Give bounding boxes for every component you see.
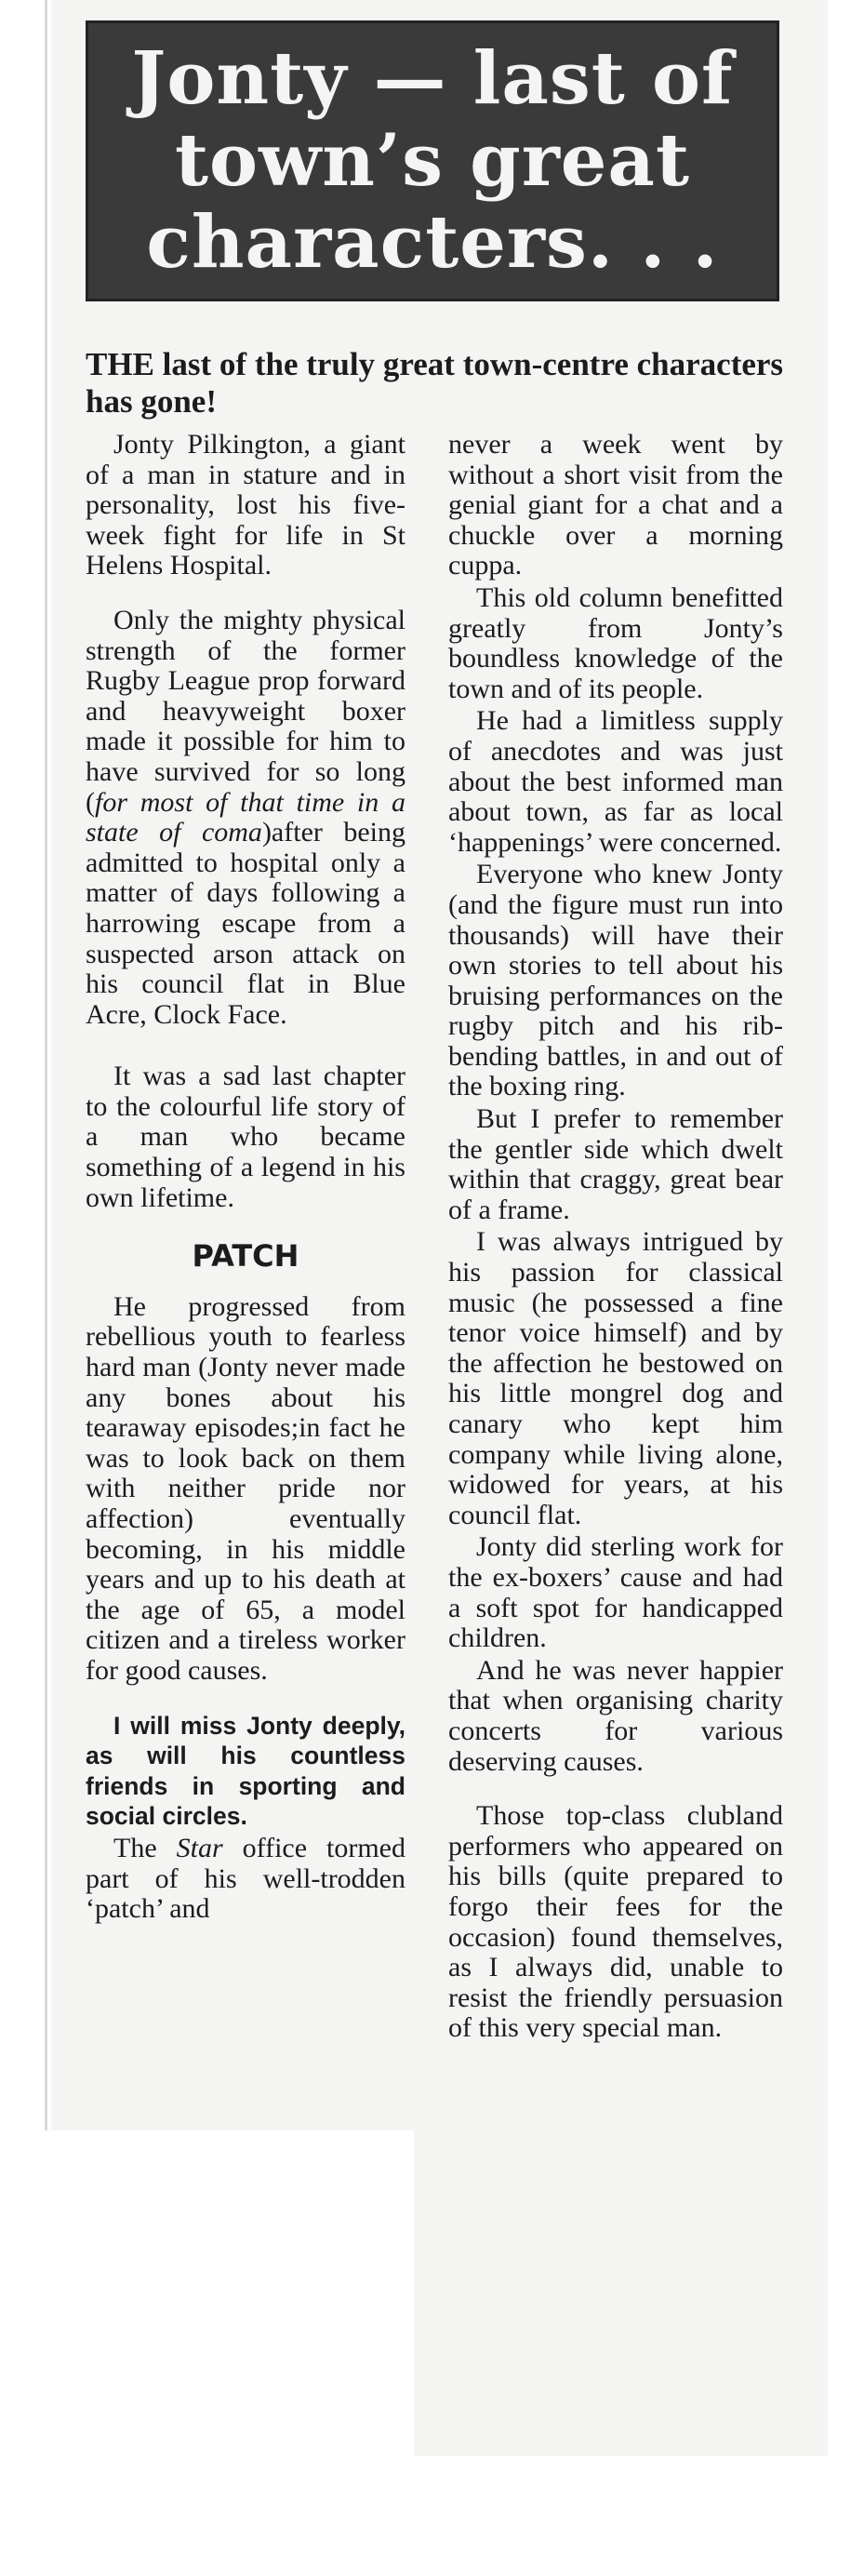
paragraph: It was a sad last chapter to the colourful life story of a man who became something of a legend in his own lifetime. xyxy=(86,1061,405,1213)
paragraph: He had a limitless supply of anecdotes and was just about the best informed man about town, as far as local ‘happenings’ were concerned. xyxy=(448,705,783,858)
paragraph xyxy=(86,606,405,1030)
paragraph-text: Only the mighty physical strength of the former Rugby League prop forward and heavyweight boxer made it possible for him to have survived for so long ( xyxy=(86,604,405,818)
paragraph: Those top-class clubland performers who appeared on his bills (quite prepared to forgo their fees for the occasion) found themselves, as I always did, unable to resist the friendly persuasion of this very special man. xyxy=(448,1800,783,2044)
paragraph-text: )after being admitted to hospital only a matter of days following a harrowing escape from a suspected arson attack on his council flat in Blue Acre, Clock Face. xyxy=(86,817,405,1030)
clipping-edge xyxy=(45,0,47,2130)
paragraph-text: The xyxy=(113,1832,177,1863)
paragraph: This old column benefitted greatly from Jonty’s boundless knowledge of the town and of its people. xyxy=(448,581,783,704)
headline: Jonty — last of town’s great characters. . . xyxy=(131,36,734,285)
right-column xyxy=(448,430,783,2044)
paragraph xyxy=(86,1834,405,1925)
paragraph: Jonty did sterling work for the ex-boxers’ cause and had a soft spot for handicapped children. xyxy=(448,1531,783,1654)
standfirst: THE last of the truly great town-centre characters has gone! xyxy=(86,346,784,420)
left-column xyxy=(86,430,405,1925)
subheading: PATCH xyxy=(192,1238,299,1275)
paragraph: Jonty Pilkington, a giant of a man in stature and in personality, lost his five-week fight for life in St Helens Hospital. xyxy=(86,429,405,581)
paragraph-text: office tormed part of his well-trodden ‘patch’ and xyxy=(86,1832,405,1925)
paragraph: never a week went by without a short visit from the genial giant for a chat and a chuckle over a morning cuppa. xyxy=(448,429,783,581)
paragraph-italic: Star xyxy=(176,1832,223,1863)
paragraph: Everyone who knew Jonty (and the figure must run into thousands) will have their own stories to tell about his bruising performances on the rugby pitch and his rib-bending battles, in and out of the boxing ring. xyxy=(448,859,783,1102)
paragraph: I was always intrigued by his passion for classical music (he possessed a fine tenor voice himself) and by the affection he bestowed on his little mongrel dog and canary who kept him company while living alone, widowed for years, at his council flat. xyxy=(448,1226,783,1530)
paragraph: And he was never happier that when organising charity concerts for various deserving causes. xyxy=(448,1654,783,1777)
paragraph-bold: I will miss Jonty deeply, as will his countless friends in sporting and social circles. xyxy=(86,1711,405,1831)
paragraph: But I prefer to remember the gentler side which dwelt within that craggy, great bear of a frame. xyxy=(448,1103,783,1225)
headline-box xyxy=(86,20,779,301)
paragraph: He progressed from rebellious youth to fearless hard man (Jonty never made any bones about his tearaway episodes;in fact he was to look back on them with neither pride nor affection) eventually becoming, in his middle years and up to his death at the age of 65, a model citizen and a tireless worker for good causes. xyxy=(86,1290,405,1686)
paragraph-italic: for most of that time in a state of coma xyxy=(86,786,405,848)
